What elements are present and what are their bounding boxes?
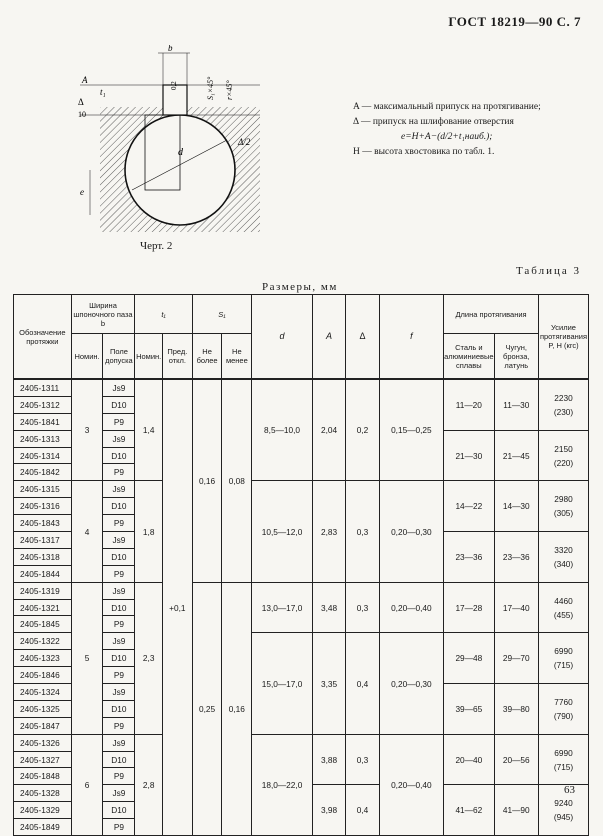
row-code: 2405-1323	[14, 650, 72, 667]
cell-A: 2,04	[312, 379, 345, 481]
cell-delta: 0,4	[346, 633, 379, 734]
label-b: b	[168, 45, 173, 53]
row-code: 2405-1329	[14, 802, 72, 819]
row-code: 2405-1849	[14, 819, 72, 836]
row-tol: Js9	[103, 582, 135, 599]
cell-d: 8,5—10,0	[252, 379, 313, 481]
col-A: A	[312, 295, 345, 380]
row-code: 2405-1322	[14, 633, 72, 650]
cell-len-steel: 14—22	[444, 481, 494, 532]
row-code: 2405-1324	[14, 684, 72, 701]
cell-force: 2150 (220)	[539, 430, 589, 481]
row-tol: Js9	[103, 430, 135, 447]
col-t1: t₁	[135, 295, 192, 334]
row-tol: P9	[103, 768, 135, 785]
row-code: 2405-1325	[14, 700, 72, 717]
row-tol: D10	[103, 498, 135, 515]
cell-s1-max: 0,25	[192, 582, 222, 835]
row-tol: D10	[103, 650, 135, 667]
legend	[353, 100, 541, 160]
label-r02: 0,2	[170, 81, 178, 90]
row-code: 2405-1314	[14, 447, 72, 464]
cell-t1: 1,8	[135, 481, 163, 582]
cell-len-iron: 41—90	[494, 785, 538, 836]
cell-len-steel: 23—36	[444, 532, 494, 583]
figure-caption: Черт. 2	[140, 240, 173, 252]
col-len-iron: Чугун, бронза, латунь	[494, 334, 538, 380]
cell-len-iron: 14—30	[494, 481, 538, 532]
row-code: 2405-1326	[14, 734, 72, 751]
row-tol: P9	[103, 565, 135, 582]
row-code: 2405-1327	[14, 751, 72, 768]
col-width-tol: Поле допуска	[103, 334, 135, 380]
row-code: 2405-1843	[14, 515, 72, 532]
cell-b: 6	[71, 734, 103, 835]
table-subtitle: Размеры, мм	[262, 281, 338, 293]
legend-line: Δ — припуск на шлифование отверстия	[353, 117, 514, 127]
row-tol: Js9	[103, 481, 135, 498]
cell-s1-max: 0,16	[192, 379, 222, 582]
col-width: Ширина шпоночного паза b	[71, 295, 135, 334]
col-s1-max: Не более	[192, 334, 222, 380]
row-tol: Js9	[103, 633, 135, 650]
row-tol: D10	[103, 700, 135, 717]
label-A: A	[82, 75, 88, 85]
cell-A: 3,48	[312, 582, 345, 633]
row-tol: P9	[103, 413, 135, 430]
cell-len-steel: 39—65	[444, 684, 494, 735]
cell-force: 9240 (945)	[539, 785, 589, 836]
cell-delta: 0,3	[346, 734, 379, 785]
dimensions-table	[13, 294, 589, 836]
cell-t1: 2,3	[135, 582, 163, 734]
label-delta-num: 10	[78, 110, 86, 119]
col-d: d	[252, 295, 313, 380]
cell-b: 4	[71, 481, 103, 582]
cell-delta: 0,3	[346, 481, 379, 582]
row-code: 2405-1846	[14, 667, 72, 684]
cell-s1-min: 0,16	[222, 582, 252, 835]
cell-A: 3,88	[312, 734, 345, 785]
cell-force: 7760 (790)	[539, 684, 589, 735]
col-s1: S₁	[192, 295, 252, 334]
row-tol: D10	[103, 548, 135, 565]
row-code: 2405-1312	[14, 396, 72, 413]
col-width-nom: Номин.	[71, 334, 103, 380]
label-delta: Δ	[78, 97, 84, 107]
cell-len-iron: 17—40	[494, 582, 538, 633]
table-row	[14, 734, 589, 751]
row-code: 2405-1328	[14, 785, 72, 802]
cell-len-steel: 29—48	[444, 633, 494, 684]
cell-len-iron: 21—45	[494, 430, 538, 481]
legend-line: A — максимальный припуск на протягивание;	[353, 102, 541, 112]
cell-len-steel: 21—30	[444, 430, 494, 481]
cell-f: 0,20—0,40	[379, 734, 443, 835]
col-t1-dev: Пред. откл.	[163, 334, 193, 380]
cell-d: 15,0—17,0	[252, 633, 313, 734]
label-r: r×45°	[225, 80, 234, 100]
row-code: 2405-1848	[14, 768, 72, 785]
cell-f: 0,15—0,25	[379, 379, 443, 481]
cell-d: 13,0—17,0	[252, 582, 313, 633]
legend-line: H — высота хвостовика по табл. 1.	[353, 147, 495, 157]
table-title: Таблица 3	[515, 265, 581, 277]
cell-d: 18,0—22,0	[252, 734, 313, 835]
cell-force: 3320 (340)	[539, 532, 589, 583]
row-tol: D10	[103, 447, 135, 464]
row-tol: D10	[103, 396, 135, 413]
page-number: 63	[564, 784, 575, 796]
row-tol: Js9	[103, 532, 135, 549]
label-delta-half: Δ/2	[238, 137, 251, 147]
row-code: 2405-1315	[14, 481, 72, 498]
row-tol: P9	[103, 616, 135, 633]
col-length: Длина протягивания	[444, 295, 539, 334]
keyway-drawing	[70, 45, 270, 240]
cell-d: 10,5—12,0	[252, 481, 313, 582]
cell-len-steel: 20—40	[444, 734, 494, 785]
row-tol: Js9	[103, 379, 135, 396]
cell-f: 0,20—0,30	[379, 633, 443, 734]
row-code: 2405-1313	[14, 430, 72, 447]
row-tol: Js9	[103, 734, 135, 751]
cell-force: 4460 (455)	[539, 582, 589, 633]
col-f: f	[379, 295, 443, 380]
row-tol: P9	[103, 515, 135, 532]
page-header: ГОСТ 18219—90 С. 7	[448, 14, 581, 29]
row-tol: D10	[103, 599, 135, 616]
col-force: Усилие протягивания P, H (кгс)	[539, 295, 589, 380]
row-tol: P9	[103, 667, 135, 684]
table-row	[14, 582, 589, 599]
row-code: 2405-1841	[14, 413, 72, 430]
cell-len-steel: 41—62	[444, 785, 494, 836]
label-t1: t₁	[100, 87, 106, 97]
row-code: 2405-1842	[14, 464, 72, 481]
row-code: 2405-1311	[14, 379, 72, 396]
row-code: 2405-1847	[14, 717, 72, 734]
cell-t1: 2,8	[135, 734, 163, 835]
cell-A: 3,98	[312, 785, 345, 836]
col-t1-nom: Номин.	[135, 334, 163, 380]
label-s1: S₁×45°	[206, 76, 215, 100]
row-code: 2405-1318	[14, 548, 72, 565]
row-tol: D10	[103, 751, 135, 768]
cell-t1: 1,4	[135, 379, 163, 481]
legend-formula: e=H+A−(d/2+t₁наиб.);	[401, 132, 493, 142]
row-code: 2405-1317	[14, 532, 72, 549]
row-code: 2405-1321	[14, 599, 72, 616]
col-designation: Обозначение протяжки	[14, 295, 72, 380]
cell-f: 0,20—0,30	[379, 481, 443, 582]
cell-len-iron: 29—70	[494, 633, 538, 684]
col-delta: Δ	[346, 295, 379, 380]
cell-delta: 0,3	[346, 582, 379, 633]
cell-delta: 0,4	[346, 785, 379, 836]
cell-t1-dev: +0,1	[163, 379, 193, 836]
cell-len-iron: 39—80	[494, 684, 538, 735]
row-tol: Js9	[103, 785, 135, 802]
cell-len-iron: 11—30	[494, 379, 538, 430]
table-row	[14, 379, 589, 396]
row-code: 2405-1845	[14, 616, 72, 633]
cell-s1-min: 0,08	[222, 379, 252, 582]
row-tol: P9	[103, 819, 135, 836]
row-tol: P9	[103, 464, 135, 481]
cell-len-steel: 11—20	[444, 379, 494, 430]
row-code: 2405-1316	[14, 498, 72, 515]
table-row	[14, 481, 589, 498]
cell-A: 3,35	[312, 633, 345, 734]
cell-len-iron: 23—36	[494, 532, 538, 583]
cell-force: 2980 (305)	[539, 481, 589, 532]
cell-b: 5	[71, 582, 103, 734]
cell-force: 2230 (230)	[539, 379, 589, 430]
cell-len-iron: 20—56	[494, 734, 538, 785]
col-s1-min: Не менее	[222, 334, 252, 380]
row-code: 2405-1844	[14, 565, 72, 582]
cell-f: 0,20—0,40	[379, 582, 443, 633]
row-tol: Js9	[103, 684, 135, 701]
cell-A: 2,83	[312, 481, 345, 582]
label-d: d	[178, 147, 183, 158]
row-tol: D10	[103, 802, 135, 819]
label-e: e	[80, 187, 84, 197]
cell-delta: 0,2	[346, 379, 379, 481]
cell-force: 6990 (715)	[539, 734, 589, 785]
cell-force: 6990 (715)	[539, 633, 589, 684]
cell-b: 3	[71, 379, 103, 481]
col-len-steel: Сталь и алюминиевые сплавы	[444, 334, 494, 380]
row-tol: P9	[103, 717, 135, 734]
row-code: 2405-1319	[14, 582, 72, 599]
cell-len-steel: 17—28	[444, 582, 494, 633]
